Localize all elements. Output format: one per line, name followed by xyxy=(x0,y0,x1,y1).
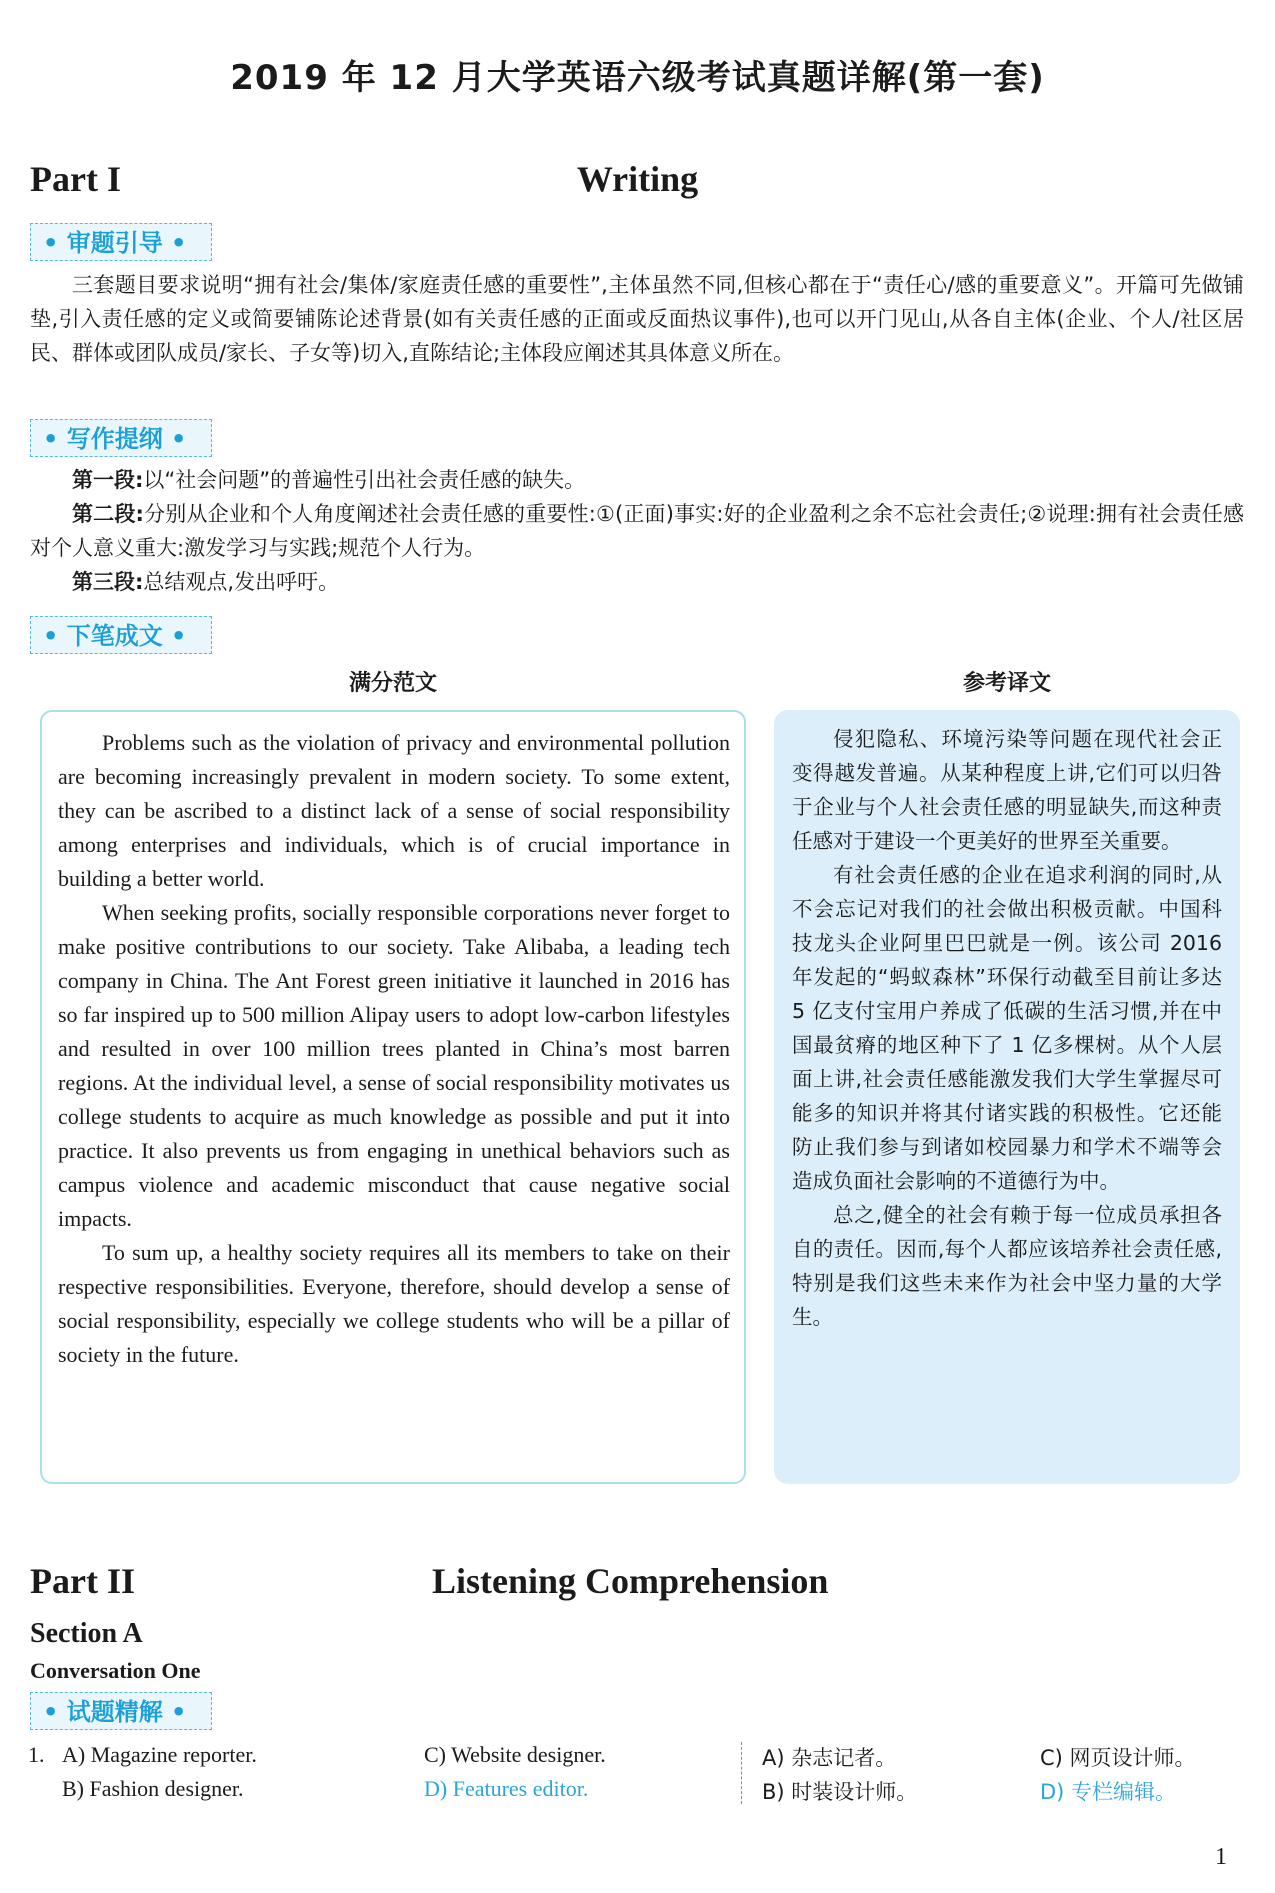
part-one-label: Part I xyxy=(30,159,121,199)
section-a-heading: Section A xyxy=(30,1618,143,1649)
column-divider xyxy=(741,1742,742,1804)
option-a-en: A) Magazine reporter. xyxy=(62,1742,257,1767)
essay-paragraph: When seeking profits, socially responsible corporations never forget to make positive contributions to our society. Take Alibaba, a leading tech company in China. The Ant Forest green initiative it launched in 2016 has so far inspired up to 500 million Alipay users to adopt low-carbon lifestyles and resulted in over 100 million trees planted in China’s most barren regions. At the individual level, a sense of social responsibility motivates us college students to acquire as much knowledge as possible and put it into practice. It also prevents us from engaging in unethical behaviors such as campus violence and academic misconduct that cause negative social impacts. xyxy=(58,900,730,1231)
outline-item xyxy=(30,565,1244,599)
model-essay-heading: 满分范文 xyxy=(348,671,437,696)
question-number: 1. xyxy=(28,1742,45,1767)
option-c-en: C) Website designer. xyxy=(424,1742,606,1767)
analysis-tag: • 审题引导 • xyxy=(30,223,212,261)
translation-paragraph: 总之,健全的社会有赖于每一位成员承担各自的责任。因而,每个人都应该培养社会责任感,特别是我们这些未来作为社会中坚力量的大学生。 xyxy=(792,1203,1222,1329)
writing-heading: Writing xyxy=(576,159,699,199)
outline-list xyxy=(30,463,1244,599)
outline-item-text: 以“社会问题”的普遍性引出社会责任感的缺失。 xyxy=(143,468,586,492)
outline-item-lead: 第一段: xyxy=(72,468,144,492)
essay-paragraph: Problems such as the violation of privacy and environmental pollution are becoming increasingly prevalent in modern society. To some extent, they can be ascribed to a distinct lack of a sense of social responsibility among enterprises and individuals, which is of crucial importance in building a better world. xyxy=(58,730,730,891)
translation-heading: 参考译文 xyxy=(962,671,1051,696)
question-analysis-tag: • 试题精解 • xyxy=(30,1692,212,1730)
outline-item-lead: 第二段: xyxy=(72,502,144,526)
outline-item-text: 总结观点,发出呼吁。 xyxy=(143,570,340,594)
outline-tag: • 写作提纲 • xyxy=(30,419,212,457)
option-d-en-answer: D) Features editor. xyxy=(424,1776,589,1801)
part-two-label: Part II xyxy=(30,1561,135,1601)
conversation-one-heading: Conversation One xyxy=(30,1658,201,1683)
option-b-cn: B) 时装设计师。 xyxy=(762,1780,918,1804)
translation-paragraph: 侵犯隐私、环境污染等问题在现代社会正变得越发普遍。从某种程度上讲,它们可以归咎于企业与个人社会责任感的明显缺失,而这种责任感对于建设一个更美好的世界至关重要。 xyxy=(792,727,1222,853)
outline-item xyxy=(30,497,1244,565)
option-b-en: B) Fashion designer. xyxy=(62,1776,244,1801)
compose-tag: • 下笔成文 • xyxy=(30,616,212,654)
option-a-cn: A) 杂志记者。 xyxy=(762,1746,897,1770)
listening-heading: Listening Comprehension xyxy=(432,1561,829,1601)
page-number: 1 xyxy=(1215,1844,1227,1870)
outline-item-lead: 第三段: xyxy=(72,570,144,594)
model-essay-box xyxy=(40,710,746,1484)
essay-paragraph: To sum up, a healthy society requires all its members to take on their respective responsibilities. Everyone, therefore, should develop a sense of social responsibility, especially we college students who will be a pillar of society in the future. xyxy=(58,1240,730,1367)
document-title: 2019 年 12 月大学英语六级考试真题详解(第一套) xyxy=(230,58,1045,98)
outline-item-text: 分别从企业和个人角度阐述社会责任感的重要性:①(正面)事实:好的企业盈利之余不忘社会责任;②说理:拥有社会责任感对个人意义重大:激发学习与实践;规范个人行为。 xyxy=(30,502,1244,560)
option-d-cn-answer: D) 专栏编辑。 xyxy=(1040,1780,1177,1804)
option-c-cn: C) 网页设计师。 xyxy=(1040,1746,1196,1770)
translation-paragraph: 有社会责任感的企业在追求利润的同时,从不会忘记对我们的社会做出积极贡献。中国科技龙头企业阿里巴巴就是一例。该公司 2016 年发起的“蚂蚁森林”环保行动截至目前让多达 5 亿支付宝用户养成了低碳的生活习惯,并在中国最贫瘠的地区种下了 1 亿多棵树。从个人层面上讲,社会责任感能激发我们大学生掌握尽可能多的知识并将其付诸实践的积极性。它还能防止我们参与到诸如校园暴力和学术不端等会造成负面社会影响的不道德行为中。 xyxy=(792,863,1222,1193)
translation-box xyxy=(774,710,1240,1484)
analysis-text: 三套题目要求说明“拥有社会/集体/家庭责任感的重要性”,主体虽然不同,但核心都在于“责任心/感的重要意义”。开篇可先做铺垫,引入责任感的定义或简要铺陈论述背景(如有关责任感的正面或反面热议事件),也可以开门见山,从各自主体(企业、个人/社区居民、群体或团队成员/家长、子女等)切入,直陈结论;主体段应阐述其具体意义所在。 xyxy=(30,273,1244,365)
outline-item xyxy=(30,463,1244,497)
